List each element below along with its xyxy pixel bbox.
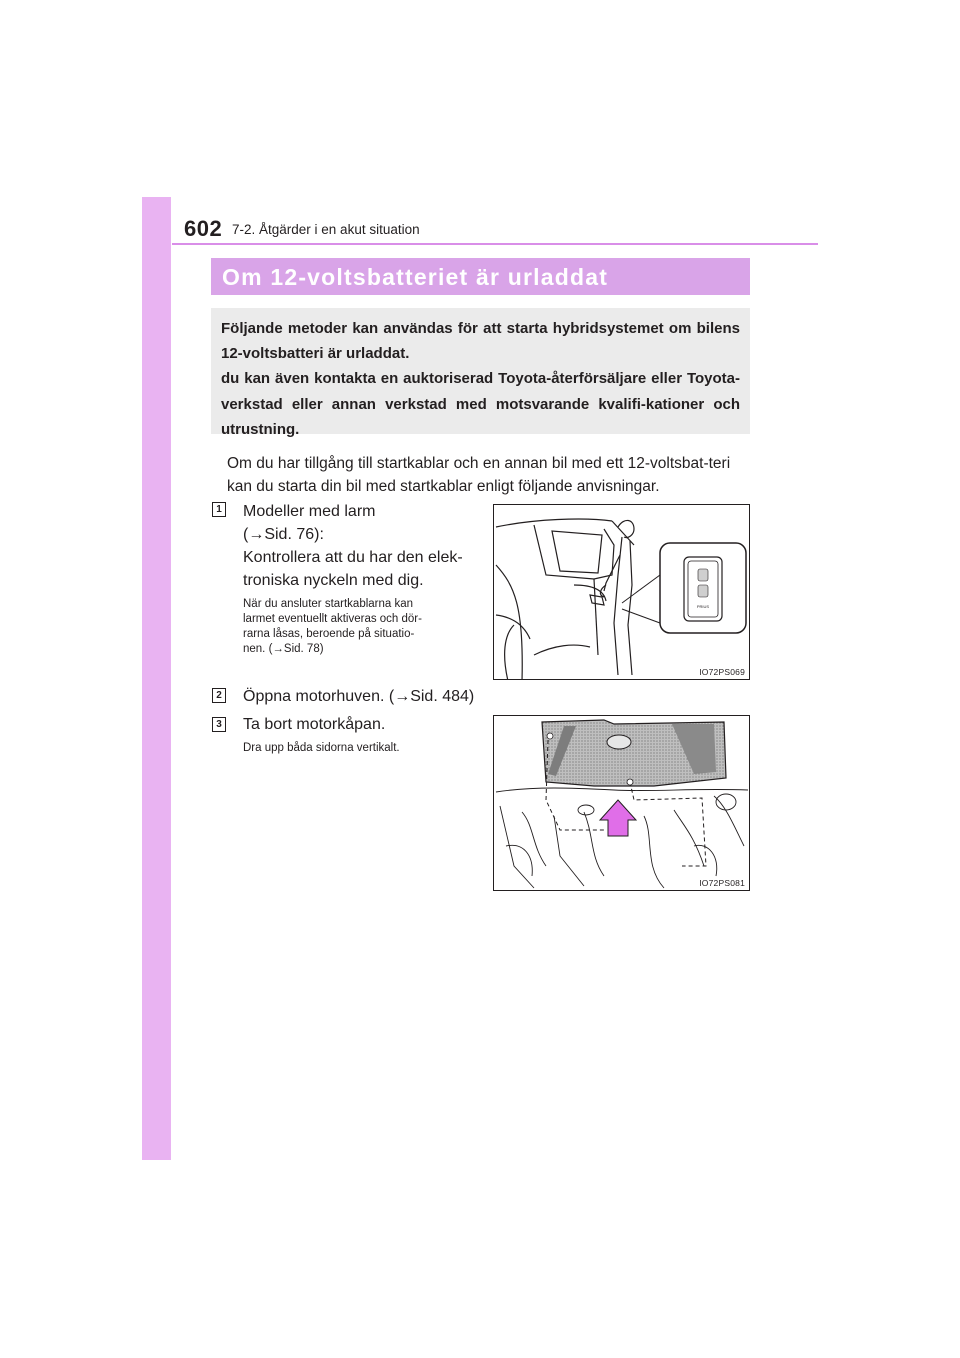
figure-2-code: IO72PS081 xyxy=(699,878,745,888)
engine-cover-illustration xyxy=(494,716,750,891)
intro-text-2: du kan även kontakta en auktoriserad Toyota-återförsäljare eller Toyota-verkstad eller annan verkstad med motsvarande kvalifi-kationer och utrustning. xyxy=(221,370,740,438)
section-title: Om 12-voltsbatteriet är urladdat xyxy=(222,264,609,290)
svg-text:PRIUS: PRIUS xyxy=(696,604,710,609)
step-1-note-3: rarna låsas, beroende på situatio- xyxy=(243,628,415,640)
header-divider xyxy=(172,243,818,245)
step-1-line-3: Kontrollera att du har den elek- xyxy=(243,549,463,566)
step-1-note-2: larmet eventuellt aktiveras och dör- xyxy=(243,613,422,625)
car-door-key-illustration xyxy=(494,505,750,680)
step-number-1: 1 xyxy=(212,502,226,517)
step-3-note: Dra upp båda sidorna vertikalt. xyxy=(243,742,400,754)
step-2-text: Öppna motorhuven. (→Sid. 484) xyxy=(243,688,475,705)
step-1-note-4: nen. (→Sid. 78) xyxy=(243,643,324,655)
chapter-sidebar-tab xyxy=(142,197,171,1160)
step-1-line-4: troniska nyckeln med dig. xyxy=(243,572,424,589)
step-number-2: 2 xyxy=(212,688,226,703)
intro-text-1: Följande metoder kan användas för att starta hybridsystemet om bilens 12-voltsbatteri är urladdat. xyxy=(221,320,740,363)
step-1-note-1: När du ansluter startkablarna kan xyxy=(243,598,414,610)
step-number-3: 3 xyxy=(212,717,226,732)
section-title-bar xyxy=(211,258,750,295)
step-3-text: Ta bort motorkåpan. xyxy=(243,716,386,733)
page-number: 602 xyxy=(184,216,223,241)
step-1-line-2: (→Sid. 76): xyxy=(243,526,324,543)
body-paragraph: Om du har tillgång till startkablar och en annan bil med ett 12-voltsbat-teri kan du starta din bil med startkablar enligt följande anvisningar. xyxy=(227,455,731,495)
figure-1-code: IO72PS069 xyxy=(699,667,745,677)
intro-box xyxy=(211,308,750,438)
step-1-line-1: Modeller med larm xyxy=(243,503,376,520)
figure-engine-cover xyxy=(493,715,750,891)
section-reference: 7-2. Åtgärder i en akut situation xyxy=(232,222,420,237)
lift-up-arrow xyxy=(600,800,636,836)
figure-electronic-key xyxy=(493,504,750,680)
